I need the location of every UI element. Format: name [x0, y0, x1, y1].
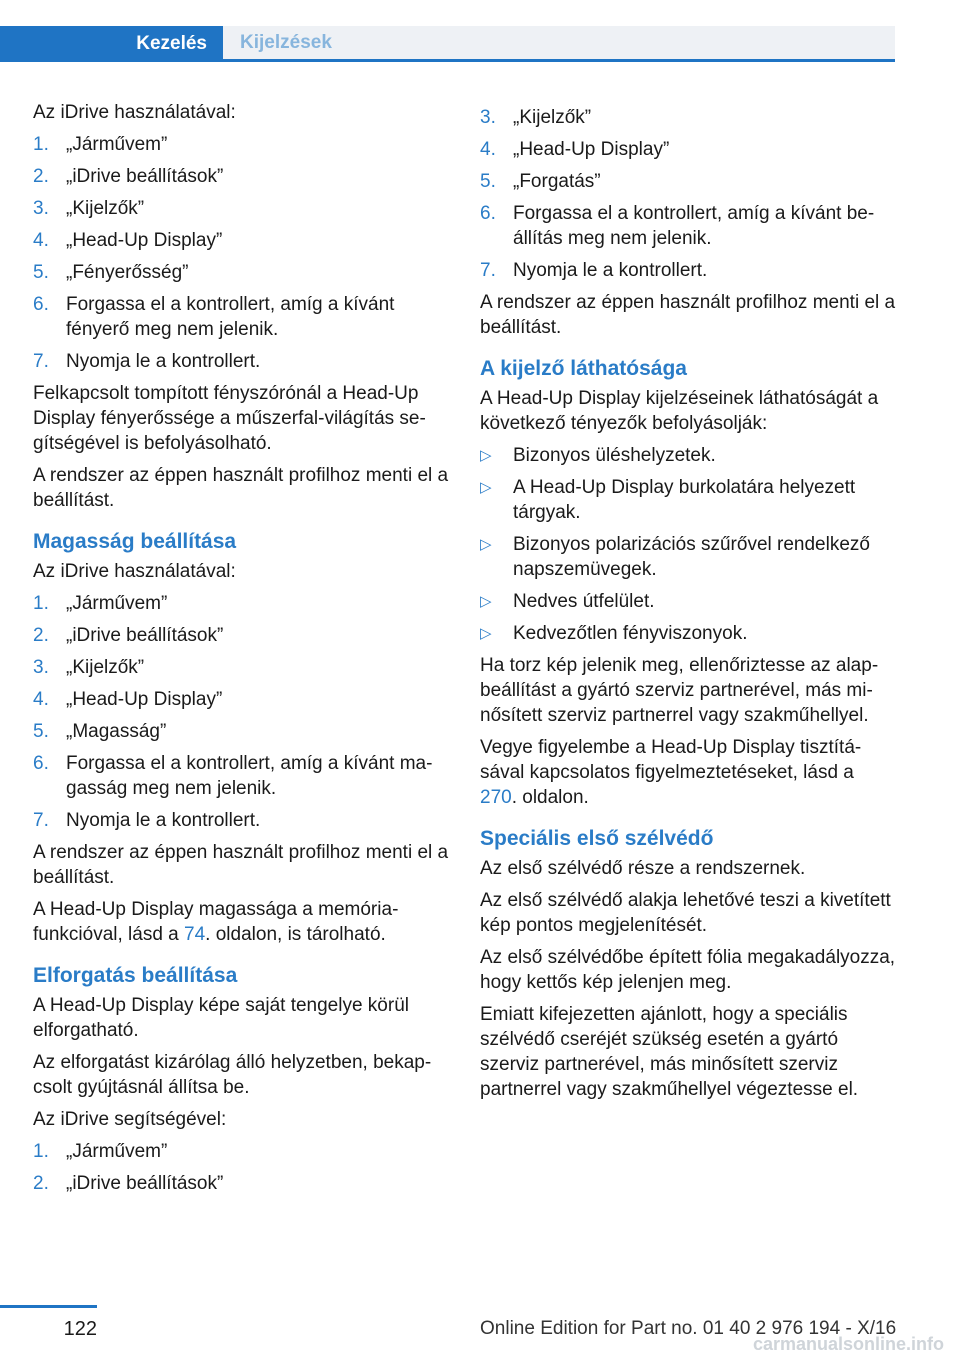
page-link-74[interactable]: 74 — [184, 924, 206, 945]
edition-note: Online Edition for Part no. 01 40 2 976 194 - X/16 — [480, 1318, 897, 1339]
tab-kezeles[interactable]: Kezelés — [0, 26, 223, 62]
list-item: 6. Forgassa el a kontrollert, amíg a kívánt beállítás meg nem jelenik. — [480, 203, 875, 249]
left-column — [33, 100, 449, 1203]
paragraph: Az elforgatást kizárólag álló helyzetben, bekapcsolt gyújtásnál állítsa be. — [33, 1052, 432, 1098]
list-item: 7. Nyomja le a kontrollert. — [33, 351, 261, 372]
steps-list-rotation — [33, 1139, 449, 1196]
paragraph: Vegye figyelembe a Head-Up Display tisztításával kapcsolatos figyelmeztetéseket, lásd a 270. oldalon. — [480, 737, 862, 808]
paragraph: Ha torz kép jelenik meg, ellenőriztesse az alapbeállítást a gyártó szerviz partnerével, más minősített szerviz partnerrel vagy szakműhellyel. — [480, 655, 879, 726]
triangle-bullet-icon: ▷ — [480, 479, 492, 496]
list-item: 6. Forgassa el a kontrollert, amíg a kívánt fényerő meg nem jelenik. — [33, 294, 395, 340]
paragraph: Az iDrive használatával: — [33, 561, 236, 582]
list-item: ▷ Kedvezőtlen fényviszonyok. — [480, 623, 748, 644]
list-item: ▷ Bizonyos üléshelyzetek. — [480, 445, 716, 466]
triangle-bullet-icon: ▷ — [480, 447, 492, 464]
triangle-bullet-icon: ▷ — [480, 625, 492, 642]
section-heading-windscreen: Speciális első szélvédő — [480, 827, 714, 850]
bullet-list-visibility — [480, 443, 896, 646]
paragraph: A rendszer az éppen használt profilhoz menti el a beállítást. — [33, 465, 449, 511]
page-link-270[interactable]: 270 — [480, 787, 512, 808]
list-item: 7. Nyomja le a kontrollert. — [480, 260, 708, 281]
steps-list-height — [33, 591, 449, 833]
paragraph: Az iDrive segítségével: — [33, 1109, 227, 1130]
triangle-bullet-icon: ▷ — [480, 593, 492, 610]
list-item: ▷ Bizonyos polarizációs szűrővel rendelkező napszemüvegek. — [480, 534, 870, 580]
list-item: 7. Nyomja le a kontrollert. — [33, 810, 261, 831]
tab-kijelzesek[interactable]: Kijelzések — [223, 26, 895, 62]
list-item: 4. „Head-Up Display” — [33, 230, 223, 251]
list-item: 4. „Head-Up Display” — [33, 689, 223, 710]
paragraph: Az első szélvédő alakja lehetővé teszi a kivetített kép pontos megjelenítését. — [480, 890, 891, 936]
paragraph: Az első szélvédőbe épített fólia megakadályozza, hogy kettős kép jelenjen meg. — [480, 947, 896, 993]
page-number: 122 — [63, 1318, 97, 1340]
steps-list-brightness — [33, 132, 449, 374]
paragraph: A Head-Up Display képe saját tengelye körül elforgatható. — [33, 995, 409, 1041]
section-heading-visibility: A kijelző láthatósága — [480, 357, 687, 380]
paragraph: A Head-Up Display kijelzéseinek láthatóságát a következő tényezők befolyásolják: — [480, 388, 879, 434]
list-item: 1. „Járművem” — [33, 1141, 168, 1162]
list-item: 1. „Járművem” — [33, 593, 168, 614]
list-item: 4. „Head-Up Display” — [480, 139, 670, 160]
list-item: ▷ Nedves útfelület. — [480, 591, 655, 612]
list-item: ▷ A Head-Up Display burkolatára helyezett tárgyak. — [480, 477, 856, 523]
list-item: 1. „Járművem” — [33, 134, 168, 155]
triangle-bullet-icon: ▷ — [480, 536, 492, 553]
paragraph: Emiatt kifejezetten ajánlott, hogy a speciális szélvédő cseréjét szükség esetén a gyártó szerviz partnerével, más minősített szerviz partnerrel vagy szakműhellyel végeztesse el. — [480, 1004, 859, 1100]
paragraph: Felkapcsolt tompított fényszórónál a Head-Up Display fényerőssége a műszerfal-világítás segítségével is befolyásolható. — [33, 383, 426, 454]
section-heading-rotation: Elforgatás beállítása — [33, 964, 238, 987]
list-item: 5. „Fényerősség” — [33, 262, 189, 283]
paragraph: A Head-Up Display magassága a memóriafunkcióval, lásd a 74. oldalon, is tárolható. — [33, 899, 399, 945]
footer-rule — [0, 1305, 97, 1308]
paragraph: Az iDrive használatával: — [33, 102, 236, 123]
section-heading-height: Magasság beállítása — [33, 530, 237, 553]
list-item: 2. „iDrive beállítások” — [33, 625, 224, 646]
list-item: 2. „iDrive beállítások” — [33, 166, 224, 187]
list-item: 2. „iDrive beállítások” — [33, 1173, 224, 1194]
paragraph: A rendszer az éppen használt profilhoz menti el a beállítást. — [480, 292, 896, 338]
paragraph: A rendszer az éppen használt profilhoz menti el a beállítást. — [33, 842, 449, 888]
list-item: 6. Forgassa el a kontrollert, amíg a kívánt magasság meg nem jelenik. — [33, 753, 433, 799]
watermark: carmanualsonline.info — [753, 1334, 945, 1354]
list-item: 5. „Forgatás” — [480, 171, 601, 192]
right-column — [480, 105, 896, 1109]
list-item: 3. „Kijelzők” — [33, 198, 145, 219]
list-item: 3. „Kijelzők” — [480, 107, 592, 128]
list-item: 3. „Kijelzők” — [33, 657, 145, 678]
paragraph: Az első szélvédő része a rendszernek. — [480, 858, 806, 879]
list-item: 5. „Magasság” — [33, 721, 167, 742]
header-tabs — [0, 26, 895, 62]
steps-list-rotation-continued — [480, 105, 896, 283]
